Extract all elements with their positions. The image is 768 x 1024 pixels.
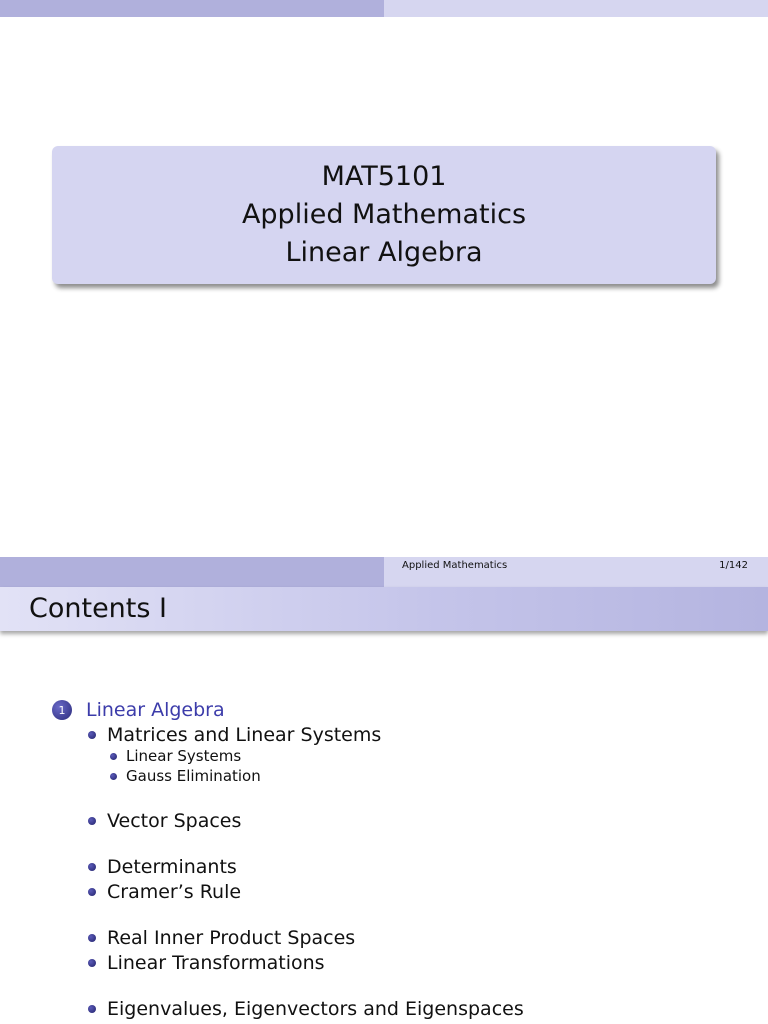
toc-subsubsection-label[interactable]: Linear Systems	[126, 747, 242, 765]
bullet-icon	[88, 959, 96, 967]
toc-subsection[interactable]	[88, 856, 237, 878]
bullet-icon	[110, 773, 117, 780]
footer-left	[0, 557, 384, 587]
toc-section[interactable]	[52, 699, 225, 721]
top-bar-left	[0, 0, 384, 17]
toc-subsection-label[interactable]: Vector Spaces	[107, 810, 242, 832]
toc-subsection[interactable]	[88, 927, 355, 949]
frame-title: Contents I	[29, 593, 167, 624]
toc-subsection-label[interactable]: Eigenvalues, Eigenvectors and Eigenspaces	[107, 998, 524, 1020]
bullet-icon	[88, 934, 96, 942]
slide-footer	[0, 557, 768, 587]
topic-title: Linear Algebra	[285, 237, 483, 268]
bullet-icon	[88, 888, 96, 896]
title-block	[52, 146, 716, 284]
toc-subsection-label[interactable]: Matrices and Linear Systems	[107, 724, 382, 746]
subject-title: Applied Mathematics	[241, 199, 527, 230]
toc-subsection[interactable]	[88, 998, 524, 1020]
bullet-icon	[88, 863, 96, 871]
bullet-icon	[110, 753, 117, 760]
course-code: MAT5101	[321, 161, 447, 192]
toc-subsubsection[interactable]	[110, 747, 241, 765]
frame-header	[0, 587, 768, 631]
top-navigation-bar	[0, 0, 768, 17]
toc-subsection[interactable]	[88, 810, 241, 832]
toc-subsubsection-label[interactable]: Gauss Elimination	[126, 767, 261, 785]
toc-subsection[interactable]	[88, 881, 241, 903]
page-number: 1/142	[719, 560, 748, 571]
toc-subsection[interactable]	[88, 952, 325, 974]
toc-subsection-label[interactable]: Real Inner Product Spaces	[107, 927, 356, 949]
toc-subsection-label[interactable]: Linear Transformations	[107, 952, 325, 974]
toc-subsection-label[interactable]: Determinants	[107, 856, 237, 878]
toc-subsubsection[interactable]	[110, 767, 261, 785]
footer-right	[384, 557, 768, 587]
section-title[interactable]: Linear Algebra	[86, 699, 225, 721]
footer-title: Applied Mathematics	[402, 560, 508, 571]
bullet-icon	[88, 731, 96, 739]
bullet-icon	[88, 817, 96, 825]
bullet-icon	[88, 1005, 96, 1013]
section-number-badge: 1	[52, 700, 72, 720]
toc-subsection-label[interactable]: Cramer’s Rule	[107, 881, 242, 903]
toc-subsection[interactable]	[88, 724, 381, 746]
top-bar-right	[384, 0, 768, 17]
